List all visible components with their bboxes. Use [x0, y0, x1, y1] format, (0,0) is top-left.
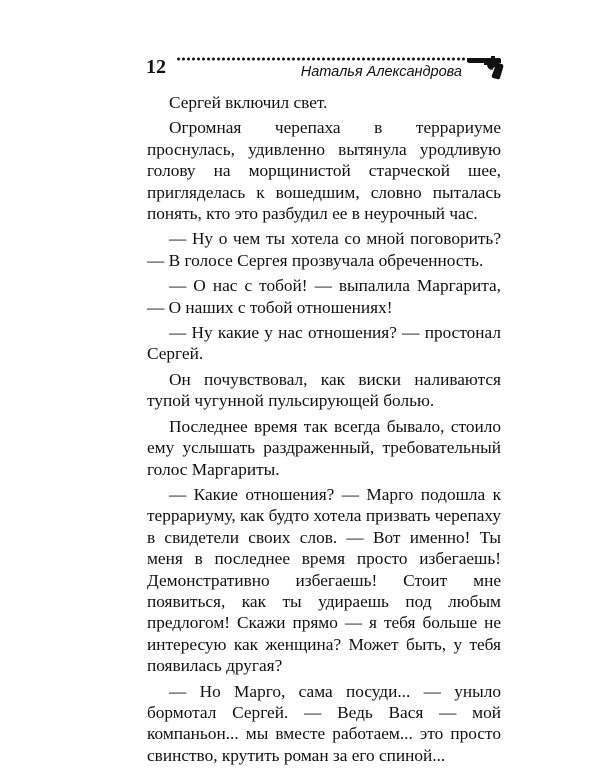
paragraph: Последнее время так всегда бывало, стоило ему услышать раздраженный, требовательный голос Маргариты. — [147, 416, 501, 479]
paragraph: — Но Марго, сама посуди... — уныло бормотал Сергей. — Ведь Вася — мой компаньон... мы вместе работаем... это просто свинство, крутить роман за его спиной... — [147, 681, 501, 765]
paragraph: — Какие отношения? — Марго подошла к террариуму, как будто хотела призвать черепаху в свидетели своих слов. — Вот именно! Ты меня в последнее время просто избегаешь! Демонстративно избегаешь! Стоит мне появиться, как ты удираешь под любым предлогом! Скажи прямо — я тебя больше не интересую как женщина? Может быть, у тебя появилась другая? — [147, 484, 501, 676]
page-number: 12 — [146, 56, 166, 78]
paragraph: — Ну о чем ты хотела со мной поговорить? — В голосе Сергея прозвучала обреченность. — [147, 229, 501, 270]
running-header — [146, 54, 504, 84]
paragraph: Сергей включил свет. — [169, 93, 328, 112]
paragraph: — Ну какие у нас отношения? — простонал Сергей. — [147, 323, 501, 364]
body-text — [147, 92, 501, 770]
paragraph: Он почувствовал, как виски наливаются тупой чугунной пульсирующей болью. — [147, 369, 501, 411]
author-name: Наталья Александрова — [300, 64, 462, 80]
revolver-icon — [466, 54, 504, 80]
paragraph: Огромная черепаха в террариуме проснулась, удивленно вытянула уродливую голову на морщинистой старческой шее, пригляделась к вошедшим, словно пыталась понять, кто это разбудил ее в неурочный час. — [147, 118, 501, 224]
paragraph: — О нас с тобой! — выпалила Маргарита, — О наших с тобой отношениях! — [147, 276, 501, 317]
dotted-leader — [176, 57, 466, 61]
